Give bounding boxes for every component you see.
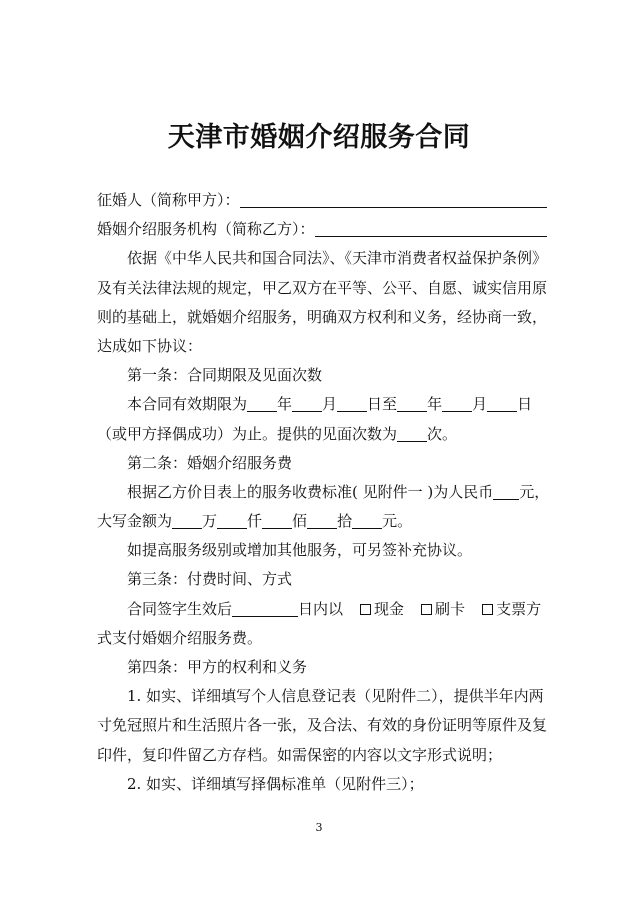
meetings-suffix: 次。 bbox=[427, 424, 458, 443]
article-2-heading: 第二条：婚姻介绍服务费 bbox=[127, 453, 293, 472]
wan-label: 万 bbox=[202, 512, 218, 531]
yuan-label: 元。 bbox=[382, 512, 413, 531]
bai-blank bbox=[262, 513, 292, 529]
meetings-prefix: （或甲方择偶成功）为止。提供的见面次数为 bbox=[97, 424, 398, 443]
payment-line bbox=[97, 595, 547, 624]
amount-in-words-line bbox=[97, 507, 547, 536]
fee-prefix: 根据乙方价目表上的服务收费标准( 见附件一 )为人民币 bbox=[127, 482, 494, 501]
item-2-line: 2. 如实、详细填写择偶标准单（见附件三）； bbox=[127, 774, 424, 793]
start-month-label: 月 bbox=[322, 395, 338, 414]
item-1-line: 印件，复印件留乙方存档。如需保密的内容以文字形式说明； bbox=[97, 745, 503, 764]
contract-term-line bbox=[97, 390, 547, 419]
contract-title: 天津市婚姻介绍服务合同 bbox=[167, 122, 471, 153]
term-prefix: 本合同有效期限为 bbox=[127, 395, 248, 414]
preamble-line: 依据《中华人民共和国合同法》、《天津市消费者权益保护条例》 bbox=[127, 249, 548, 268]
preamble-line: 及有关法律法规的规定，甲乙双方在平等、公平、自愿、诚实信用原 bbox=[97, 278, 548, 297]
start-year-blank bbox=[247, 396, 277, 412]
preamble-line: 达成如下协议： bbox=[97, 336, 203, 355]
fee-amount-blank bbox=[493, 484, 519, 500]
cheque-checkbox-icon bbox=[482, 604, 493, 615]
start-day-blank bbox=[337, 396, 367, 412]
payment-suffix: 日内以 bbox=[298, 599, 344, 618]
article-4-heading: 第四条：甲方的权利和义务 bbox=[127, 658, 308, 676]
item-1-line: 寸免冠照片和生活照片各一张，及合法、有效的身份证明等原件及复 bbox=[97, 716, 548, 735]
end-month-blank bbox=[442, 396, 472, 412]
payment-continuation: 式支付婚姻介绍服务费。 bbox=[97, 628, 263, 647]
end-month-label: 月 bbox=[472, 395, 488, 414]
end-day-label: 日 bbox=[517, 395, 533, 414]
end-day-blank bbox=[487, 396, 517, 412]
fee-suffix: 元， bbox=[519, 482, 550, 501]
meetings-line bbox=[97, 420, 547, 449]
card-checkbox-icon bbox=[421, 604, 432, 615]
preamble-line: 则的基础上，就婚姻介绍服务，明确双方权利和义务，经协商一致， bbox=[97, 307, 548, 326]
card-label: 刷卡 bbox=[435, 599, 466, 618]
end-year-label: 年 bbox=[427, 395, 443, 414]
bai-label: 佰 bbox=[292, 512, 308, 531]
yuan-blank bbox=[352, 513, 382, 529]
payment-option-card bbox=[421, 595, 465, 624]
fee-line bbox=[97, 478, 550, 507]
article-1-heading: 第一条：合同期限及见面次数 bbox=[127, 366, 323, 385]
page-number: 3 bbox=[315, 821, 323, 834]
party-a-label: 征婚人（简称甲方）： bbox=[97, 191, 240, 209]
cheque-label: 支票方 bbox=[496, 599, 542, 618]
start-year-label: 年 bbox=[277, 395, 293, 414]
qian-blank bbox=[217, 513, 247, 529]
qian-label: 仟 bbox=[247, 512, 263, 531]
party-b-line bbox=[97, 215, 547, 244]
shi-blank bbox=[307, 513, 337, 529]
party-a-line bbox=[97, 186, 547, 215]
amount-words-prefix: 大写金额为 bbox=[97, 512, 173, 531]
party-b-label: 婚姻介绍服务机构（简称乙方）： bbox=[97, 220, 315, 239]
payment-days-blank bbox=[232, 601, 298, 617]
payment-option-cheque bbox=[482, 595, 541, 624]
payment-prefix: 合同签字生效后 bbox=[127, 599, 233, 618]
start-month-blank bbox=[292, 396, 322, 412]
supplementary-note: 如提高服务级别或增加其他服务，可另签补充协议。 bbox=[127, 541, 473, 560]
party-a-blank bbox=[240, 186, 547, 208]
contract-body bbox=[97, 186, 550, 799]
shi-label: 拾 bbox=[337, 512, 353, 531]
item-1-line: 1. 如实、详细填写个人信息登记表（见附件二），提供半年内两 bbox=[127, 687, 544, 706]
cash-checkbox-icon bbox=[360, 604, 371, 615]
payment-option-cash bbox=[360, 595, 404, 624]
start-day-label: 日至 bbox=[367, 395, 398, 414]
cash-label: 现金 bbox=[374, 599, 405, 618]
end-year-blank bbox=[397, 396, 427, 412]
meetings-count-blank bbox=[397, 426, 427, 442]
wan-blank bbox=[172, 513, 202, 529]
party-b-blank bbox=[315, 215, 547, 237]
article-3-heading: 第三条：付费时间、方式 bbox=[127, 570, 293, 589]
